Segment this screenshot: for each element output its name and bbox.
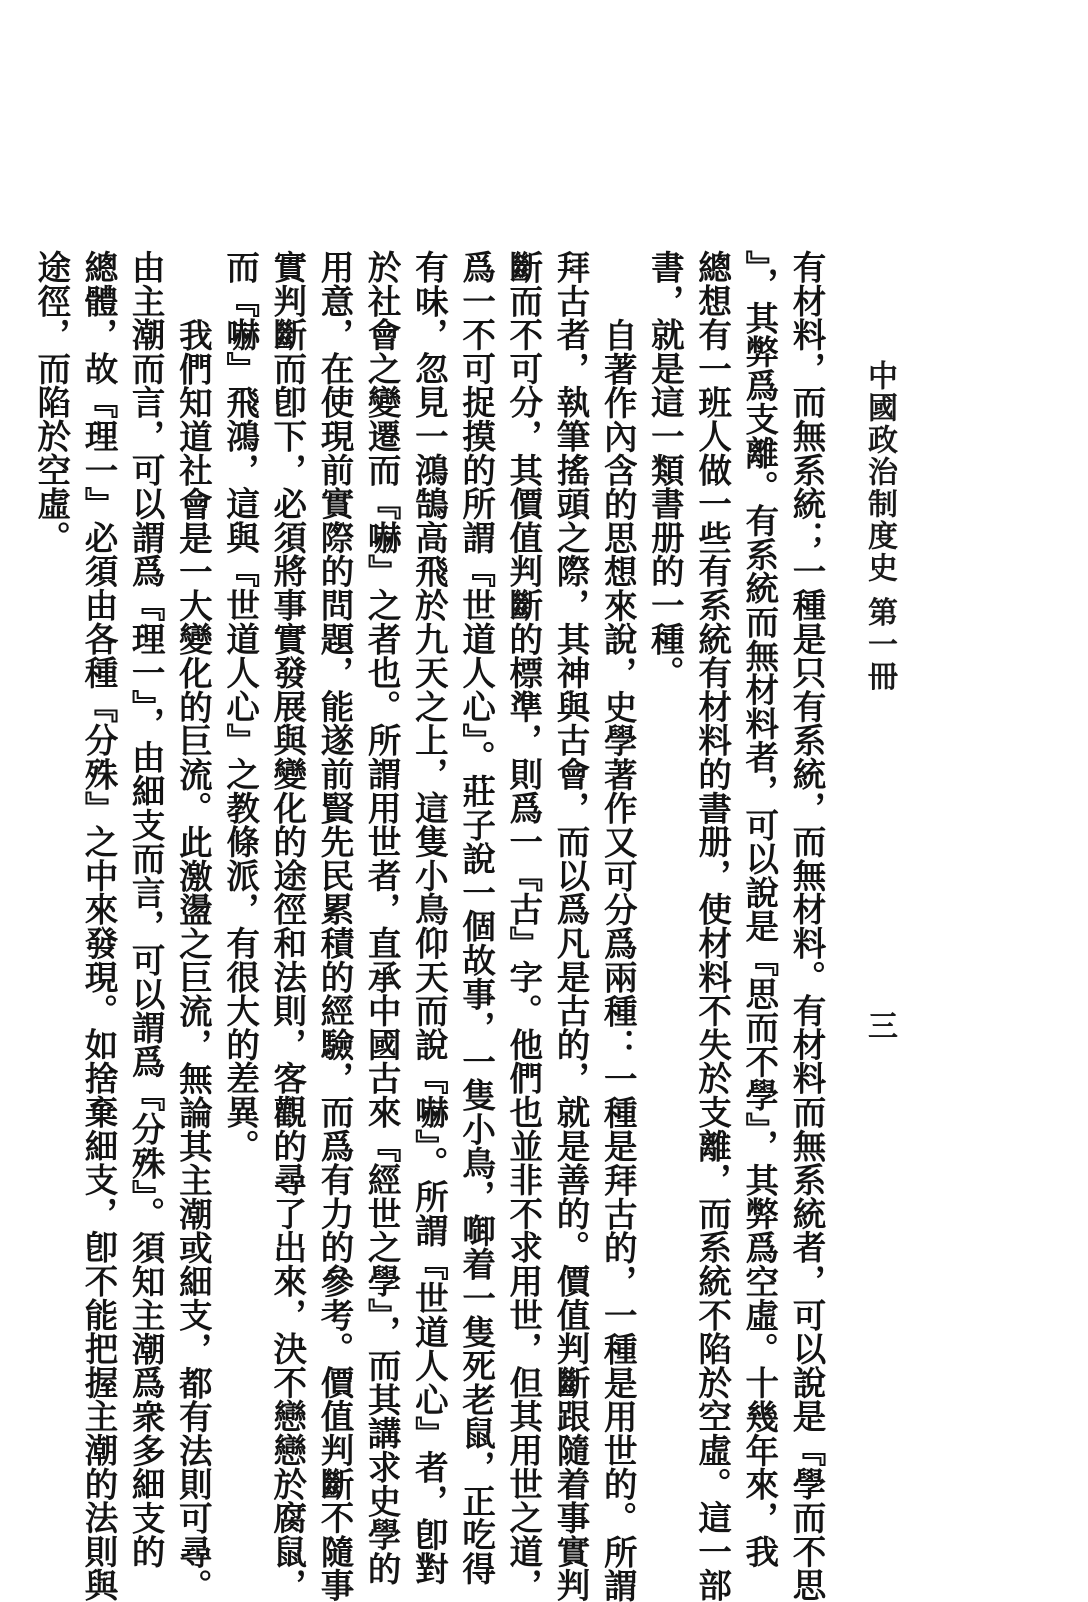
text-column: 書，就是這一類書册的一種。 <box>645 250 685 690</box>
text-column: 由主潮而言，可以謂爲『理一』，由細支而言，可以謂爲『分殊』。須知主潮爲衆多細支的 <box>126 250 166 1569</box>
text-column: 有味，忽見一鴻鵠高飛於九天之上，這隻小鳥仰天而說『嚇』。所謂『世道人心』者，卽對 <box>409 250 449 1586</box>
text-column: 拜古者，執筆搖頭之際，其神與古會，而以爲凡是古的，就是善的。價值判斷跟隨着事實判 <box>550 250 590 1602</box>
text-column: 有材料，而無系統；一種是只有系統，而無材料。有材料而無系統者，可以說是『學而不思 <box>787 250 826 1602</box>
text-column: 途徑，而陷於空虛。 <box>31 250 71 555</box>
text-column: 實判斷而卽下，必須將事實發展與變化的途徑和法則，客觀的尋了出來，決不戀戀於腐鼠， <box>267 250 307 1602</box>
text-column: 總體，故『理一』必須由各種『分殊』之中來發現。如捨棄細支，卽不能把握主潮的法則與 <box>78 250 118 1602</box>
running-header-title: 中國政治制度史 第一冊 <box>862 360 897 693</box>
page-number: 三 <box>862 1010 897 1040</box>
text-column: 爲一不可捉摸的所謂『世道人心』。莊子說一個故事，一隻小鳥，啣着一隻死老鼠，正吃得 <box>456 250 496 1586</box>
text-column: 自著作內含的思想來說，史學著作又可分爲兩種：一種是拜古的，一種是用世的。所謂 <box>598 318 638 1602</box>
body-text <box>31 250 830 1602</box>
text-column: 用意，在使現前實際的問題，能遂前賢先民累積的經驗，而爲有力的參考。價值判斷不隨事 <box>314 250 354 1602</box>
text-column: 而『嚇』飛鴻，這與『世道人心』之教條派，有很大的差異。 <box>220 250 260 1163</box>
text-column: 總想有一班人做一些有系統有材料的書册，使材料不失於支離，而系統不陷於空虛。這一部 <box>692 250 732 1602</box>
text-column: 我們知道社會是一大變化的巨流。此激盪之巨流，無論其主潮或細支，都有法則可尋。 <box>173 318 213 1602</box>
text-column: 於社會之變遷而『嚇』之者也。所謂用世者，直承中國古來『經世之學』，而其講求史學的 <box>362 250 402 1586</box>
text-column: 』，其弊爲支離。有系統而無材料者，可以說是『思而不學』，其弊爲空虛。十幾年來，我 <box>739 250 779 1569</box>
text-column: 斷而不可分，其價值判斷的標準，則爲一『古』字。他們也並非不求用世，但其用世之道， <box>503 250 543 1602</box>
